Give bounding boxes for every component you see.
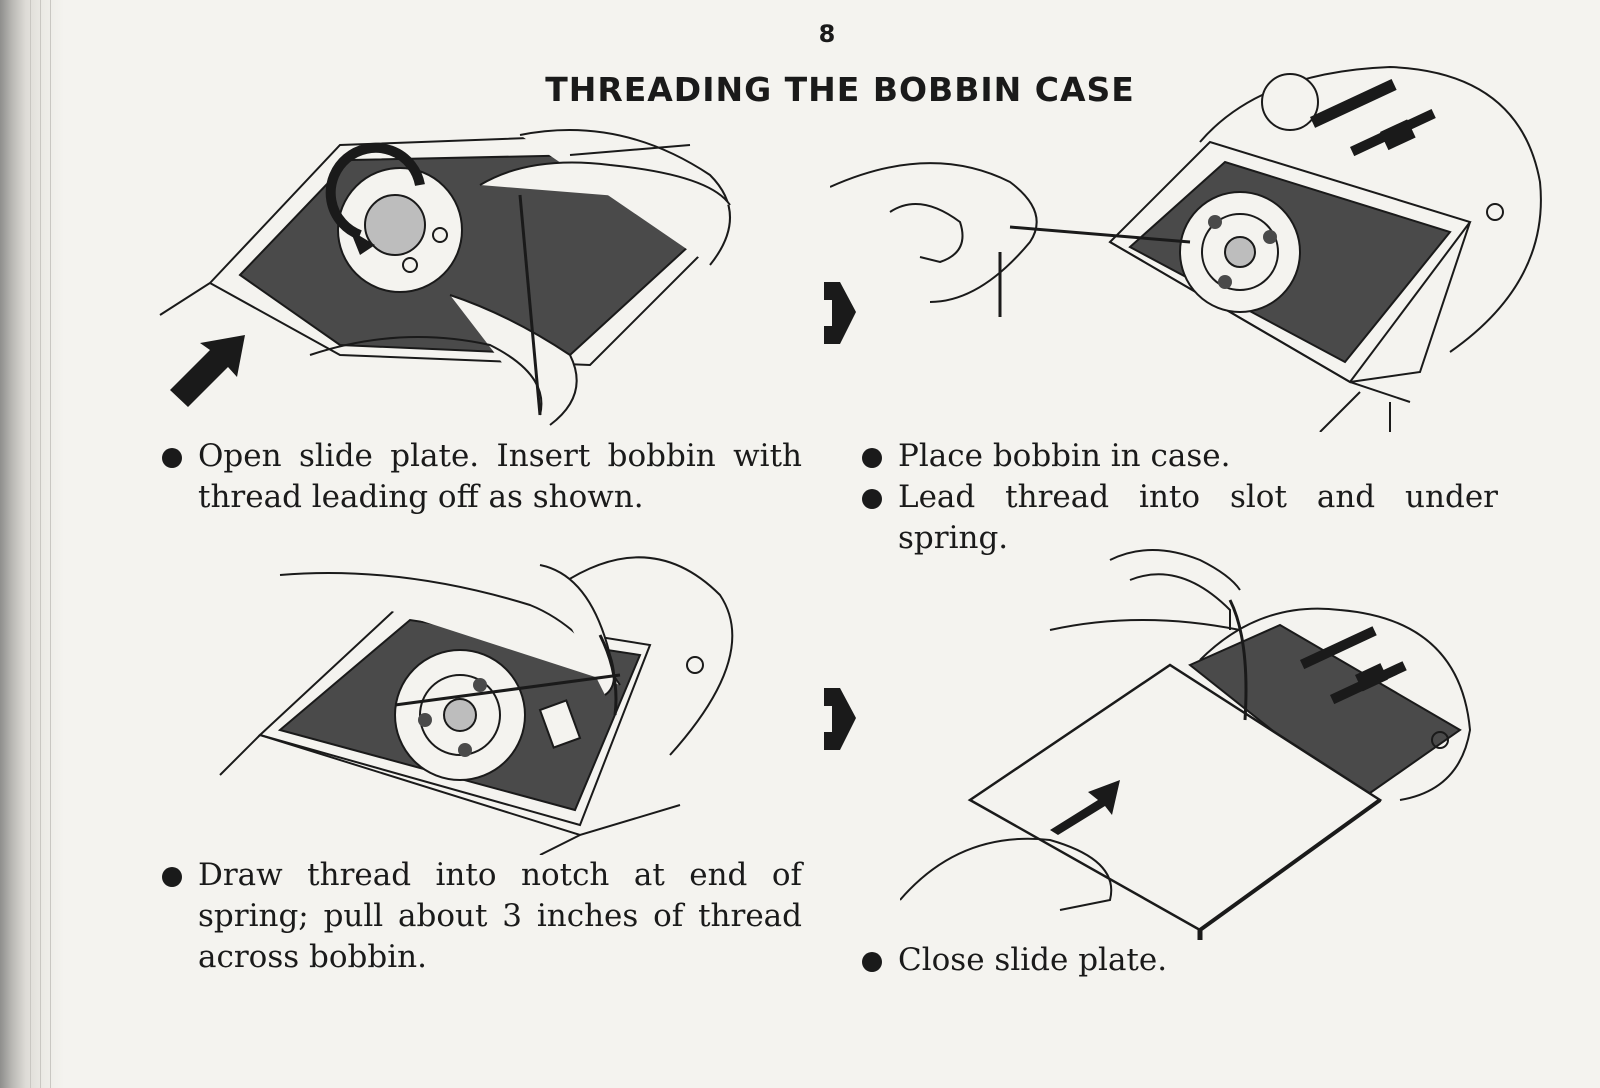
step-text: Place bobbin in case. xyxy=(898,438,1231,474)
illustration-draw-thread xyxy=(200,535,760,855)
step-text: Open slide plate. Insert bobbin with thread leading off as shown. xyxy=(198,438,802,515)
step-text: Close slide plate. xyxy=(898,942,1168,978)
bullet-icon xyxy=(862,489,882,509)
bullet-icon xyxy=(862,952,882,972)
illustration-place-bobbin xyxy=(830,62,1550,432)
caption-draw-thread xyxy=(162,855,802,978)
bullet-icon xyxy=(162,448,182,468)
page-binding-edge xyxy=(0,0,64,1088)
step-text: Lead thread into slot and under spring. xyxy=(898,479,1498,556)
bullet-icon xyxy=(862,448,882,468)
arrow-right-icon xyxy=(820,684,860,754)
step-text: Draw thread into notch at end of spring; pull about 3 inches of thread across bobbin. xyxy=(198,857,802,975)
caption-open-slide-plate xyxy=(162,436,802,518)
page-title: THREADING THE BOBBIN CASE xyxy=(545,70,1135,109)
caption-close-slide-plate xyxy=(862,940,1498,981)
illustration-close-slide-plate xyxy=(900,530,1520,940)
illustration-open-slide-plate xyxy=(150,115,790,435)
bullet-icon xyxy=(162,867,182,887)
arrow-left-down-icon xyxy=(170,335,245,407)
page-number: 8 xyxy=(818,20,836,48)
